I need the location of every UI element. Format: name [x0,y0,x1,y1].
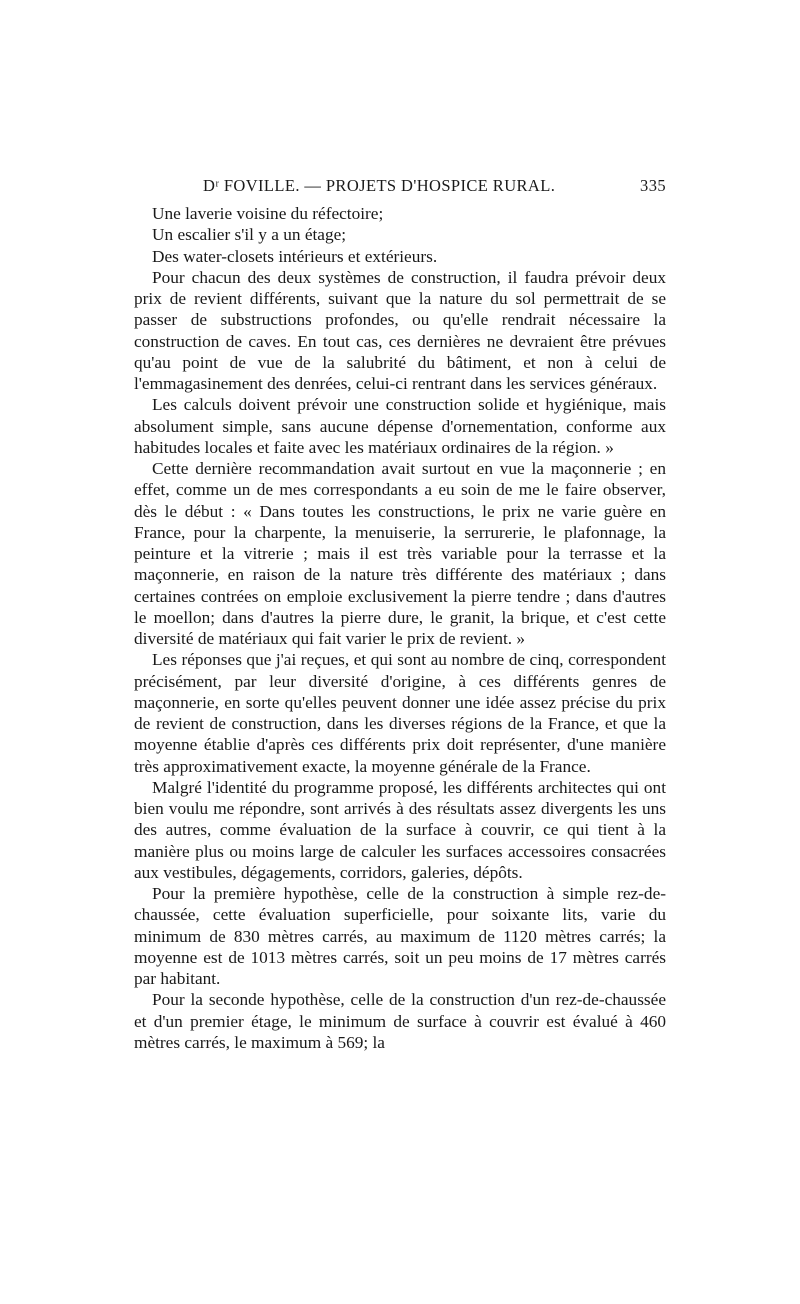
list-item-laverie: Une laverie voisine du réfectoire; [152,204,384,223]
paragraph-seconde-hypothese: Pour la seconde hypothèse, celle de la construction d'un rez-de-chaussée et d'un premier étage, le minimum de surface à couvrir est évalué à 460 mètres carrés, le maximum à 569; la [134,990,666,1052]
paragraph-maconnerie: Cette dernière recommandation avait surtout en vue la maçonnerie ; en effet, comme un de mes correspondants a eu soin de me le faire observer, dès le début : « Dans toutes les constructions, le prix ne varie guère en France, pour la charpente, la menuiserie, la serrurerie, le plafonnage, la peinture et la vitrerie ; mais il est très variable pour la terrasse et la maçonnerie, en raison de la nature très différente des matériaux ; dans certaines contrées on emploie exclusivement la pierre tendre ; dans d'autres le moellon; dans d'autres la pierre dure, le granit, la brique, et c'est cette diversité de matériaux qui fait varier le prix de revient. » [134,459,666,648]
running-title: Dʳ FOVILLE. — PROJETS D'HOSPICE RURAL. [203,176,556,195]
paragraph-calculs: Les calculs doivent prévoir une construction solide et hygiénique, mais absolument simple, sans aucune dépense d'ornementation, conforme aux habitudes locales et faite avec les matériaux ordinaires de la région. » [134,395,666,457]
paragraph-prix-de-revient: Pour chacun des deux systèmes de construction, il faudra prévoir deux prix de revient différents, suivant que la nature du sol permettrait de se passer de substructions profondes, ou qu'elle rendrait nécessaire la construction de caves. En tout cas, ces dernières ne devraient être prévues qu'au point de vue de la salubrité du bâtiment, et non à celui de l'emmagasinement des denrées, celui-ci rentrant dans les services généraux. [134,267,666,393]
paragraph-identite-programme: Malgré l'identité du programme proposé, les différents architectes qui ont bien voulu me répondre, sont arrivés à des résultats assez divergents les uns des autres, comme évaluation de la surface à couvrir, ce qui tient à la manière plus ou moins large de calculer les surfaces accessoires consacrées aux vestibules, dégagements, corridors, galeries, dépôts. [134,777,666,882]
body-text [134,203,666,1053]
page-number: 335 [640,176,666,195]
list-item-escalier: Un escalier s'il y a un étage; [152,225,347,245]
paragraph-reponses: Les réponses que j'ai reçues, et qui sont au nombre de cinq, correspondent précisément, par leur diversité d'origine, à ces différents genres de maçonnerie, en sorte qu'elles peuvent donner une idée assez précise du prix de revient de construction, dans les diverses régions de la France, et que la moyenne établie d'après ces différents prix doit représenter, d'une manière très approximativement exacte, la moyenne générale de la France. [134,650,666,776]
page-header [203,176,666,200]
paragraph-premiere-hypothese: Pour la première hypothèse, celle de la construction à simple rez-de-chaussée, cette évaluation superficielle, pour soixante lits, varie du minimum de 830 mètres carrés, au maximum de 1120 mètres carrés; la moyenne est de 1013 mètres carrés, soit un peu moins de 17 mètres carrés par habitant. [134,884,666,988]
list-item-water-closets: Des water-closets intérieurs et extérieurs. [152,246,438,266]
